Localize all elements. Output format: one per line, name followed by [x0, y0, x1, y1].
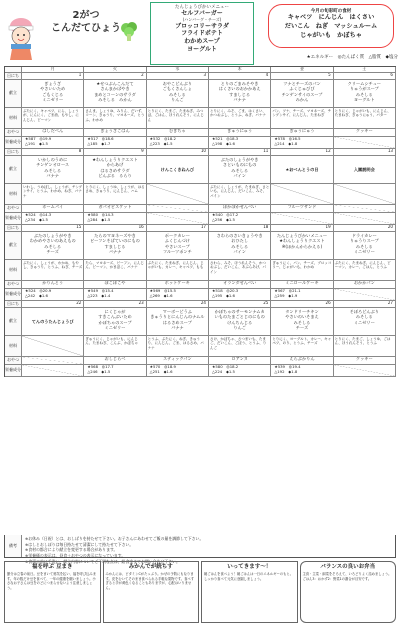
week-3-snacks-row — [5, 281, 396, 289]
row-label: 栄養成分 — [5, 213, 22, 224]
day-number: 6 — [334, 73, 396, 79]
day-number: 13 — [334, 149, 396, 155]
snack-cell: ガパオビスケット — [84, 205, 146, 212]
info-box-body: 主食・主菜・副菜をそろえて、いろどりよく詰めましょう。ごはん3：おかず2：野菜1の割合が目安です。 — [302, 572, 392, 581]
row-label: 栄養成分 — [5, 365, 22, 376]
menu-cell: ★せつぶんこんだて さんまかばやき まめとコーンのサラダ みそしる みかん — [84, 80, 146, 107]
row-label: 日にち — [5, 301, 22, 307]
snack-cell: ぎょうざごはん — [84, 129, 146, 136]
ingredients-cell: いわし、うめぼし、しょうが、チンゲンサイ、とうふ、わかめ、ねぎ、バナナ — [22, 184, 84, 204]
notes-text — [22, 535, 395, 564]
info-box-heading: バランスの良いお弁当 — [320, 564, 376, 570]
header — [0, 0, 400, 66]
nutrition-cell — [271, 213, 333, 224]
menu-cell: たらのマヨネーズやき ビーフンそばていのにもの すましじる バナナ — [84, 232, 146, 259]
weekday-header: 土 — [334, 67, 396, 72]
snack-cell: ぽこぽこや — [84, 281, 146, 288]
week-1-ings-row — [5, 108, 396, 129]
info-columns — [4, 558, 396, 623]
menu-cell: とりのごまみそやき はくさいのおかかあえ すましじる バナナ — [209, 80, 271, 107]
ingredients-cell: パン、ツナ、チーズ、マヨネーズ、チンゲンサイ、にんじん、たまねぎ — [271, 108, 333, 128]
snack-cell: ミニロールケーキ — [271, 281, 333, 288]
menu-cell: ★おべんとうの日 — [271, 156, 333, 183]
snack-cell: おしじらべ — [84, 357, 146, 364]
snack-cell: クッキー — [334, 357, 396, 364]
week-2-snacks-row — [5, 205, 396, 213]
day-number: 1 — [22, 73, 84, 79]
day-number: 27 — [334, 301, 396, 307]
day-number: 17 — [147, 225, 209, 231]
row-label: 材料 — [5, 260, 22, 280]
day-number: 22 — [22, 301, 84, 307]
week-4-snacks-row — [5, 357, 396, 365]
snack-cell — [334, 205, 396, 212]
snack-cell: スティックパン — [147, 357, 209, 364]
seasonal-ingredients-box — [268, 4, 394, 48]
birthday-item: (ハンバーグ・チーズ) — [182, 16, 222, 22]
nutrition-cell — [334, 365, 396, 376]
week-1-days-row — [5, 73, 396, 80]
birthday-item: わかめスープ — [184, 38, 220, 46]
nutrition-cell: ★587 ◎19.9 △191 ◆1.5 — [22, 137, 84, 148]
info-box-body: 朝ごはんを食べよう！朝ごはんは一日のエネルギーのもと。しっかり食べて元気に登園しましょう。 — [204, 572, 294, 581]
ingredients-cell — [22, 336, 84, 356]
title-text: こんだてひょう — [51, 22, 121, 34]
snack-cell — [22, 357, 84, 364]
menu-cell: ツナとチーズのパン ふくじゅびび チンゲンサイのスープ みかん — [271, 80, 333, 107]
row-label: 献立 — [5, 156, 22, 183]
snack-cell: むぎちゃ — [147, 129, 209, 136]
nutrition-cell: ★517 ◎18.6 △185 ◆1.7 — [84, 137, 146, 148]
birthday-item: ブロッコリーサラダ — [175, 22, 229, 30]
nutrition-cell: ★539 ◎19.4 △192 ◆1.8 — [271, 365, 333, 376]
birthday-item: ヨーグルト — [187, 45, 217, 53]
weekday-header: 木 — [209, 67, 271, 72]
day-number: 20 — [334, 225, 396, 231]
weekday-header: 火 — [84, 67, 146, 72]
nutrition-cell: ★580 ◎14.3 △284 ◆1.5 — [84, 213, 146, 224]
day-number: 2 — [84, 73, 146, 79]
menu-cell: かぼちゃのサーモンナムカ いものたまごとじのにもの けんちんじる りんご — [209, 308, 271, 335]
menu-cell: ドライカレー りゅうりスープ みそしる ミニゼリー — [334, 232, 396, 259]
nutrition-cell: ★540 ◎17.2 △256 ◆1.5 — [209, 213, 271, 224]
day-number: 19 — [271, 225, 333, 231]
week-3-ings-row — [5, 260, 396, 281]
snack-cell — [147, 205, 209, 212]
snack-cell: ぽかぽかせんべい — [209, 205, 271, 212]
title-area — [6, 2, 136, 64]
nutrition-cell — [334, 213, 396, 224]
nutrition-cell: ★524 ◎20.9 △242 ◆1.6 — [22, 289, 84, 300]
snack-cell: ホームパイ — [22, 205, 84, 212]
notes-label: 備考 — [5, 535, 22, 557]
notes-section — [4, 535, 396, 564]
menu-cell: タンドリーチキン やさいのいそまえ みそしる チーズ — [271, 308, 333, 335]
season-line: じゃがいも かぼちゃ — [300, 32, 362, 40]
day-number: 12 — [271, 149, 333, 155]
menu-cell: てんのうたんじょうび — [22, 308, 84, 335]
nutrition-cell: ★521 ◎18.3 △198 ◆1.6 — [209, 137, 271, 148]
week-4-days-row — [5, 301, 396, 308]
birthday-item: セルフバーガー — [181, 10, 223, 18]
nutrition-cell — [147, 213, 209, 224]
info-box-bento — [300, 561, 397, 623]
snack-cell: ロアンヌ — [209, 357, 271, 364]
snack-cell: ぎゅうにゅう — [209, 129, 271, 136]
snack-cell: ぎゅうにゅう — [271, 129, 333, 136]
menu-table — [4, 66, 396, 377]
ingredients-cell: とりにく、たまご、しょうゆ、ごはん、ほうれんそう、とうふ — [334, 336, 396, 356]
menu-cell: おやこどんぶり ごもくさんしょ みそしる りんご — [147, 80, 209, 107]
broccoli-icon — [118, 20, 140, 42]
nutrition-cell: ★518 ◎20.3 △195 ◆1.6 — [209, 289, 271, 300]
weekday-label-blank — [5, 67, 22, 72]
ingredients-cell: さけ、かぼちゃ、さつまいも、たまご、だいこん、ごぼう、とうふ、りんご — [209, 336, 271, 356]
week-3-menus-row — [5, 232, 396, 260]
ingredients-cell: ぶたにく、たまねぎ、にんじん、じゃがいも、カレー、キャベツ、もも — [147, 260, 209, 280]
ingredients-cell: ぎゅうにく、じゃがいも、にんじん、たまねぎ、こんぶ、かぼちゃ — [84, 336, 146, 356]
menu-cell: ぶたのしょうがやき さといものにもの みそしる パイン — [209, 156, 271, 183]
row-label: おやつ — [5, 281, 22, 288]
week-2-nutrition-row — [5, 213, 396, 225]
ingredients-cell: とりにく、じゃがいも、にんじん、たまねぎ、ぎゅうにゅう、バター — [334, 108, 396, 128]
row-label: おやつ — [5, 129, 22, 136]
week-1-menus-row — [5, 80, 396, 108]
day-number: 23 — [84, 301, 146, 307]
snack-cell: はしだべん — [22, 129, 84, 136]
ingredients-cell: ぶたにく、しょうが、わかめ、もやし、きゅうり、とうふ、ねぎ、チーズ — [22, 260, 84, 280]
nutrition-cell: ★580 ◎18.2 △224 ◆1.5 — [209, 365, 271, 376]
title-month: 2がつ — [72, 10, 100, 21]
row-label: 栄養成分 — [5, 289, 22, 300]
ingredients-cell — [271, 184, 333, 204]
weekday-header: 水 — [147, 67, 209, 72]
ingredients-cell: ぶたにく、しょうが、たまねぎ、さといも、にんじん、だいこん、みそ、パイン — [209, 184, 271, 204]
row-label: 材料 — [5, 184, 22, 204]
menu-cell: そぼろどんぶり みそしる ミニゼリー — [334, 308, 396, 335]
week-2-days-row — [5, 149, 396, 156]
info-box-breakfast — [201, 561, 298, 623]
snack-cell: オランダせんべい — [209, 281, 271, 288]
ingredients-cell: さんま、しょうゆ、みりん、だいず、コーン、きゅうり、マヨネーズ、とうふ、わかめ — [84, 108, 146, 128]
week-4-ings-row — [5, 336, 396, 357]
nutrition-cell: ★532 ◎18.2 △223 ◆1.5 — [147, 137, 209, 148]
ingredients-cell: とうふ、ぶたにく、ねぎ、きゅうり、にんじん、ごま、はるさめ、バナナ — [147, 336, 209, 356]
nutrition-cell — [334, 137, 396, 148]
row-label: おやつ — [5, 205, 22, 212]
note-line: ※食材の都合により献立を変更する場合があります。 — [25, 547, 118, 553]
row-label: おやつ — [5, 357, 22, 364]
day-number: 16 — [84, 225, 146, 231]
menu-cell: けんこくきねんび — [147, 156, 209, 183]
snack-cell: かりんとう — [22, 281, 84, 288]
info-box-setsubun — [4, 561, 101, 623]
menu-cell: ぶたのしょうがやき わかめやさいのあえもの みそしる チーズ — [22, 232, 84, 259]
day-number: 11 — [209, 149, 271, 155]
menu-cell: ぎょうざ やさいいため ごもくじる ミニゼリー — [22, 80, 84, 107]
birthday-item: フライドポテト — [181, 30, 223, 38]
week-3-days-row — [5, 225, 396, 232]
menu-cell: にくじゃが すきこんぶいため かぼちゃのスープ ミニゼリー — [84, 308, 146, 335]
day-number: 18 — [209, 225, 271, 231]
menu-cell: ポークカレー ふくじんづけ やさいスープ フルーツポンチ — [147, 232, 209, 259]
ingredients-cell: とりにく、みそ、ごま、はくさい、かつおぶし、とうふ、ねぎ、バナナ — [209, 108, 271, 128]
ingredients-cell: ぶたにく、キャベツ、にら、しょうが、にんにく、ごま油、もやし、にんじん、ピーマン — [22, 108, 84, 128]
day-number: 24 — [147, 301, 209, 307]
week-2-ings-row — [5, 184, 396, 205]
week-4-menus-row — [5, 308, 396, 336]
nutrition-cell: ★524 ◎14.3 △234 ◆1.5 — [22, 213, 84, 224]
nutrition-cell: ★569 ◎15.5 △269 ◆1.6 — [147, 289, 209, 300]
menu-cell: マーボーどうふ きゅうりとにんじんのナムル はるさめスープ バナナ — [147, 308, 209, 335]
nutrition-cell: ★568 ◎17.7 △246 ◆1.5 — [84, 365, 146, 376]
row-label: 献立 — [5, 308, 22, 335]
snack-cell: クッキー — [334, 129, 396, 136]
day-number: 10 — [147, 149, 209, 155]
menu-cell: さわらのさいきょうやき おひたし みそしる パイン — [209, 232, 271, 259]
day-number: 25 — [209, 301, 271, 307]
menu-cell: クリームシチュー りゅうがスープ みそしる ヨーグルト — [334, 80, 396, 107]
nutrition-cell: ★549 ◎15.4 △223 ◆1.4 — [84, 289, 146, 300]
info-box-body: 節分は立春の前日。豆をまいて邪気を払い、福を呼び込みます。年の数だけ豆を食べて、一年の健康を願いましょう。小さなお子さんは豆をのどにつまらせないよう注意しましょう。 — [7, 572, 97, 590]
snack-cell: おかかパン — [334, 281, 396, 288]
season-line: だいこん ねぎ マッシュルーム — [284, 23, 378, 31]
ingredients-cell: とりにく、たまご、たまねぎ、みつば、ごはん、ほうれんそう、にんじん — [147, 108, 209, 128]
day-number: 3 — [147, 73, 209, 79]
weekday-header: 月 — [22, 67, 84, 72]
snack-cell: ホットケーキ — [147, 281, 209, 288]
weekday-header: 金 — [271, 67, 333, 72]
week-1-snacks-row — [5, 129, 396, 137]
row-label: 日にち — [5, 149, 22, 155]
info-box-heading: 福を呼ぶ 豆まき — [32, 564, 73, 570]
birthday-caption: たんじょうびかいメニュー — [175, 5, 229, 10]
row-label: 栄養成分 — [5, 137, 22, 148]
ingredients-cell: ぎゅうにく、パン、チーズ、ブロッコリー、じゃがいも、わかめ — [271, 260, 333, 280]
ingredients-cell: とりにく、しょうゆ、しょうが、はるさめ、きゅうり、にんじん、ハム — [84, 184, 146, 204]
ingredients-cell: とりにく、ヨーグルト、カレー、キャベツ、のり、とうふ、チーズ — [271, 336, 333, 356]
nutrition-cell: ★567 ◎21.1 △259 ◆1.9 — [271, 289, 333, 300]
ingredients-cell — [334, 184, 396, 204]
girl-illustration-icon — [6, 16, 36, 60]
season-caption: 今月の旬彩町の食材 — [310, 9, 352, 14]
snack-cell: フルーツサンド — [271, 205, 333, 212]
info-box-body: みかんには、ビタミンCがたっぷり。かぜの予防にもなります。皮をむいてそのまま食べられる手軽な果物です。食べすぎると手が黄色くなることもありますが、心配はいりません。 — [105, 572, 194, 590]
day-number: 4 — [209, 73, 271, 79]
ingredients-cell: さわら、みそ、ほうれんそう、かつおぶし、だいこん、あぶらあげ、パイン — [209, 260, 271, 280]
nutrition-cell — [22, 365, 84, 376]
note-line: ※お休み（日祝）とは、おしばりを持たせて下さい。お子さんにあわせてご飯の量を調節して下さい。 — [25, 536, 204, 541]
ingredients-cell: たら、マヨネーズ、ビーフン、にんじん、ピーマン、かまぼこ、バナナ — [84, 260, 146, 280]
week-2-menus-row — [5, 156, 396, 184]
ingredients-cell — [147, 184, 209, 204]
row-label: 日にち — [5, 73, 22, 79]
day-number: 8 — [22, 149, 84, 155]
row-label: 材料 — [5, 336, 22, 356]
menu-cell: いかしのうめに チンゲンオロース みそしる バナナ — [22, 156, 84, 183]
info-box-heading: みかんでが続ちす — [128, 564, 173, 570]
week-1-nutrition-row — [5, 137, 396, 149]
week-3-nutrition-row — [5, 289, 396, 301]
ingredients-cell: ぶたにく、たまねぎ、にんじん、ピーマン、カレー、ごはん、とうふ — [334, 260, 396, 280]
info-box-heading: いってきます～！ — [227, 564, 272, 570]
day-number: 5 — [271, 73, 333, 79]
birthday-menu-box — [150, 2, 254, 65]
day-number: 15 — [22, 225, 84, 231]
season-line: キャベツ にんじん はくさい — [287, 14, 375, 22]
menu-cell: ★わんしょうりクエスト からあげ はるさめサラダ どんぶる るらり — [84, 156, 146, 183]
day-number: 26 — [271, 301, 333, 307]
note-line: ※はしとおしぼりは毎日持たせて清潔にして持たせて下さい。 — [25, 541, 134, 547]
menu-cell: たんじょうびかいメニュー ★わんしょうりクエスト ※(ほかんからかえる) — [271, 232, 333, 259]
info-box-mikan — [103, 561, 200, 623]
note-line: ※栄養価の表示は、昼食＋おやつの表示になっています。 — [25, 552, 126, 558]
menu-cell: 入園説明会 — [334, 156, 396, 183]
nutrition-legend: ★エネルギー ◎たんぱく質 △脂質 ◆塩分 — [306, 55, 398, 60]
nutrition-cell — [334, 289, 396, 300]
snack-cell: えらぶかりん — [271, 357, 333, 364]
row-label: 日にち — [5, 225, 22, 231]
note-line: ※食事の前に手洗い、献立内容についてご不明な点は、給食室までお問い合わせ下さい。 — [25, 558, 180, 564]
day-number: 9 — [84, 149, 146, 155]
nutrition-cell: ★570 ◎18.9 △251 ◆1.6 — [147, 365, 209, 376]
nutrition-cell: ★578 ◎16.5 △214 ◆1.8 — [271, 137, 333, 148]
row-label: 材料 — [5, 108, 22, 128]
row-label: 献立 — [5, 232, 22, 259]
row-label: 献立 — [5, 80, 22, 107]
week-4-nutrition-row — [5, 365, 396, 377]
